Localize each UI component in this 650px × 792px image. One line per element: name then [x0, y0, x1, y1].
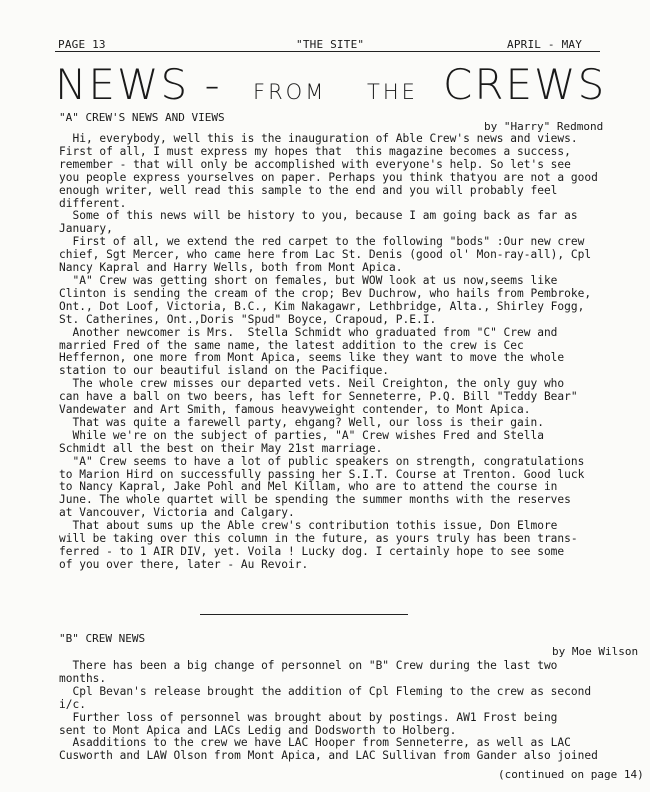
article-line: will be taking over this column in the future, as yours truly has been trans-: [59, 532, 578, 546]
article-line: station to our beautiful island on the Pacifique.: [59, 364, 390, 378]
header-rule: [55, 51, 600, 52]
b-crew-byline: by Moe Wilson: [552, 645, 639, 658]
article-line: can have a ball on two beers, has left for Senneterre, P.Q. Bill "Teddy Bear": [59, 390, 578, 404]
article-line: Vandewater and Art Smith, famous heavyweight contender, to Mont Apica.: [59, 403, 531, 417]
a-crew-byline: by "Harry" Redmond: [484, 120, 604, 133]
headline-from: FROM: [253, 80, 327, 104]
article-line: ferred - to 1 AIR DIV, yet. Voila ! Lucky dog. I certainly hope to see some: [59, 545, 565, 558]
article-line: First of all, we extend the red carpet to the following "bods" :Our new crew: [59, 235, 585, 249]
article-line: chief, Sgt Mercer, who came here from Lac St. Denis (good ol' Mon-ray-all), Cpl: [59, 248, 592, 262]
article-line: enough writer, well read this sample to the end and you will probably feel: [59, 183, 558, 197]
article-line: to Nancy Kapral, Jake Pohl and Mel Killam, who are to attend the course in: [59, 480, 558, 494]
page-number: PAGE 13: [58, 38, 106, 51]
article-line: "A" Crew was getting short on females, but WOW look at us now,seems like: [59, 273, 558, 287]
headline-news: NEWS -: [55, 60, 222, 109]
headline-the: THE: [367, 80, 418, 104]
article-line: Hi, everybody, well this is the inauguration of Able Crew's news and views.: [59, 132, 578, 145]
article-line: There has been a big change of personnel on "B" Crew during the last two: [59, 659, 558, 672]
article-line: Another newcomer is Mrs. Stella Schmidt who graduated from "C" Crew and: [59, 325, 558, 339]
issue-date: APRIL - MAY: [507, 38, 583, 51]
b-crew-article: [59, 660, 649, 763]
headline-crews: CREWS: [443, 60, 607, 109]
article-line: Further loss of personnel was brought about by postings. AW1 Frost being: [59, 710, 558, 724]
article-line: That was quite a farewell party, ehgang? Well, our loss is their gain.: [59, 415, 544, 429]
article-line: Heffernon, one more from Mont Apica, seems like they want to move the whole: [59, 351, 565, 365]
publication-name: "THE SITE": [296, 38, 365, 51]
article-line: Ont., Dot Loof, Victoria, B.C., Kim Nakagawr, Lethbridge, Alta., Shirley Fogg,: [59, 299, 585, 313]
article-line: Asadditions to the crew we have LAC Hooper from Senneterre, as well as LAC: [59, 736, 571, 750]
article-line: June. The whole quartet will be spending the summer months with the reserves: [59, 493, 571, 507]
article-line: That about sums up the Able crew's contribution tothis issue, Don Elmore: [59, 519, 558, 533]
a-crew-article: [59, 133, 649, 572]
continued-note: (continued on page 14): [498, 768, 644, 781]
article-line: at Vancouver, Victoria and Calgary.: [59, 506, 295, 520]
article-line: While we're on the subject of parties, "A" Crew wishes Fred and Stella: [59, 428, 544, 442]
article-line: married Fred of the same name, the latest addition to the crew is Cec: [59, 338, 524, 352]
article-line: sent to Mont Apica and LACs Ledig and Dodsworth to Holberg.: [59, 723, 457, 737]
a-crew-section-title: "A" CREW'S NEWS AND VIEWS: [59, 111, 225, 124]
article-line: remember - that will only be accomplished with everyone's help. So let's see: [59, 157, 571, 171]
section-divider: [200, 614, 408, 615]
article-line: St. Catherines, Ont.,Doris "Spud" Boyce, Crapoud, P.E.I.: [59, 312, 437, 326]
article-line: Some of this news will be history to you, because I am going back as far as: [59, 209, 578, 223]
article-line: Clinton is sending the cream of the crop; Bev Duchrow, who hails from Pembroke,: [59, 286, 592, 300]
article-line: Cpl Bevan's release brought the addition of Cpl Fleming to the crew as second: [59, 684, 592, 698]
article-line: different.: [59, 196, 127, 210]
article-line: to Marion Hird on successfully passing her S.I.T. Course at Trenton. Good luck: [59, 467, 585, 481]
article-line: months.: [59, 671, 107, 685]
article-line: January,: [59, 222, 113, 236]
article-line: First of all, I must express my hopes that this magazine becomes a success,: [59, 144, 571, 158]
article-line: you people express yourselves on paper. Perhaps you think thatyou are not a good: [59, 170, 598, 184]
article-line: i/c.: [59, 697, 86, 711]
article-line: "A" Crew seems to have a lot of public speakers on strength, congratulations: [59, 454, 585, 468]
article-line: Schmidt all the best on their May 21st marriage.: [59, 441, 383, 455]
article-line: Cusworth and LAW Olson from Mont Apica, and LAC Sullivan from Gander also joined: [59, 749, 598, 763]
article-line: of you over there, later - Au Revoir.: [59, 557, 309, 571]
article-line: Nancy Kapral and Harry Wells, both from Mont Apica.: [59, 261, 403, 275]
article-line: The whole crew misses our departed vets. Neil Creighton, the only guy who: [59, 377, 565, 391]
b-crew-section-title: "B" CREW NEWS: [59, 632, 146, 645]
